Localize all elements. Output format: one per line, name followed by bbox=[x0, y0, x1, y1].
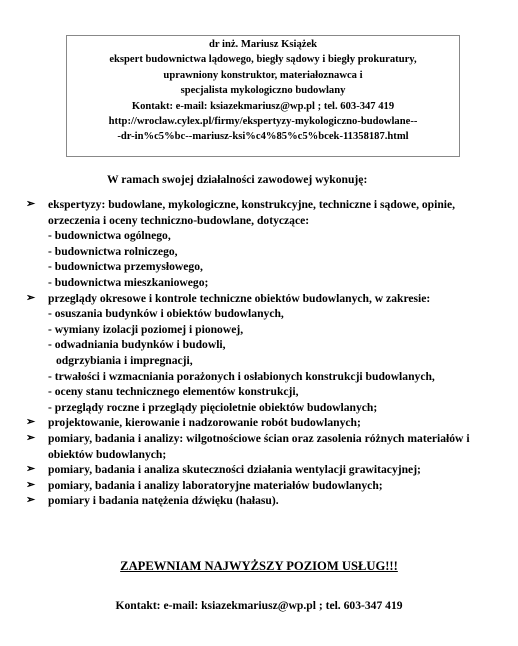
service-subitem: - budownictwa przemysłowego, bbox=[48, 260, 203, 274]
guarantee-heading: ZAPEWNIAM NAJWYŻSZY POZIOM USŁUG!!! bbox=[120, 559, 398, 573]
arrow-bullet-icon: ➢ bbox=[26, 431, 36, 444]
header-contact: Kontakt: e-mail: ksiazekmariusz@wp.pl ; tel. 603-347 419 bbox=[131, 100, 395, 112]
header-box bbox=[66, 35, 460, 157]
service-subitem: - budownictwa mieszkaniowego; bbox=[48, 275, 209, 289]
service-subitem: - odwadniania budynków i budowli, bbox=[48, 338, 226, 352]
service-title: ekspertyzy: budowlane, mykologiczne, konstrukcyjne, techniczne i sądowe, opinie, orzeczenia i oceny techniczno-budowlane, dotyczące: bbox=[48, 198, 456, 227]
service-subitem: odgrzybiania i impregnacji, bbox=[56, 353, 193, 367]
service-item bbox=[24, 478, 494, 494]
service-item bbox=[24, 431, 494, 462]
service-title: przeglądy okresowe i kontrole techniczne obiektów budowlanych, w zakresie: bbox=[48, 291, 431, 305]
service-item bbox=[24, 462, 494, 478]
services-list bbox=[24, 197, 494, 509]
service-subitem: - budownictwa ogólnego, bbox=[48, 229, 171, 243]
service-subitem: - oceny stanu technicznego elementów konstrukcji, bbox=[48, 385, 299, 399]
arrow-bullet-icon: ➢ bbox=[26, 478, 36, 491]
header-url-line-2[interactable]: -dr-in%c5%bc--mariusz-ksi%c4%85%c5%bcek-11358187.html bbox=[117, 131, 409, 143]
service-item bbox=[24, 291, 494, 416]
header-url-line-1[interactable]: http://wroclaw.cylex.pl/firmy/ekspertyzy-mykologiczno-budowlane-- bbox=[108, 116, 418, 128]
arrow-bullet-icon: ➢ bbox=[26, 463, 36, 476]
service-subitem: - budownictwa rolniczego, bbox=[48, 244, 178, 258]
service-subitem: - osuszania budynków i obiektów budowlanych, bbox=[48, 307, 284, 321]
service-subitem: - trwałości i wzmacniania porażonych i osłabionych konstrukcji budowlanych, bbox=[48, 369, 435, 383]
arrow-bullet-icon: ➢ bbox=[26, 416, 36, 429]
arrow-bullet-icon: ➢ bbox=[26, 291, 36, 304]
service-subitem: - przeglądy roczne i przeglądy pięcioletnie obiektów budowlanych; bbox=[48, 400, 378, 414]
arrow-bullet-icon: ➢ bbox=[26, 494, 36, 507]
service-item bbox=[24, 493, 494, 509]
author-title-line-1: ekspert budownictwa lądowego, biegły sądowy i biegły prokuratury, bbox=[109, 54, 417, 66]
service-item bbox=[24, 415, 494, 431]
author-title-line-2: uprawniony konstruktor, materiałoznawca i bbox=[163, 69, 363, 81]
service-title: pomiary, badania i analizy laboratoryjne materiałów budowlanych; bbox=[48, 478, 383, 492]
intro-text: W ramach swojej działalności zawodowej wykonuję: bbox=[107, 173, 368, 186]
author-name: dr inż. Mariusz Książek bbox=[208, 39, 318, 50]
service-item bbox=[24, 197, 494, 291]
footer-contact: Kontakt: e-mail: ksiazekmariusz@wp.pl ; tel. 603-347 419 bbox=[115, 599, 403, 612]
service-title: pomiary, badania i analiza skuteczności działania wentylacji grawitacyjnej; bbox=[48, 463, 421, 477]
service-subitem: - wymiany izolacji poziomej i pionowej, bbox=[48, 322, 244, 336]
service-title: pomiary i badania natężenia dźwięku (hałasu). bbox=[48, 494, 279, 508]
service-title: projektowanie, kierowanie i nadzorowanie robót budowlanych; bbox=[48, 416, 361, 430]
service-title: pomiary, badania i analizy: wilgotnościowe ścian oraz zasolenia różnych materiałów i obiektów budowlanych; bbox=[48, 431, 470, 461]
author-title-line-3: specjalista mykologiczno budowlany bbox=[180, 85, 346, 97]
arrow-bullet-icon: ➢ bbox=[26, 198, 36, 210]
